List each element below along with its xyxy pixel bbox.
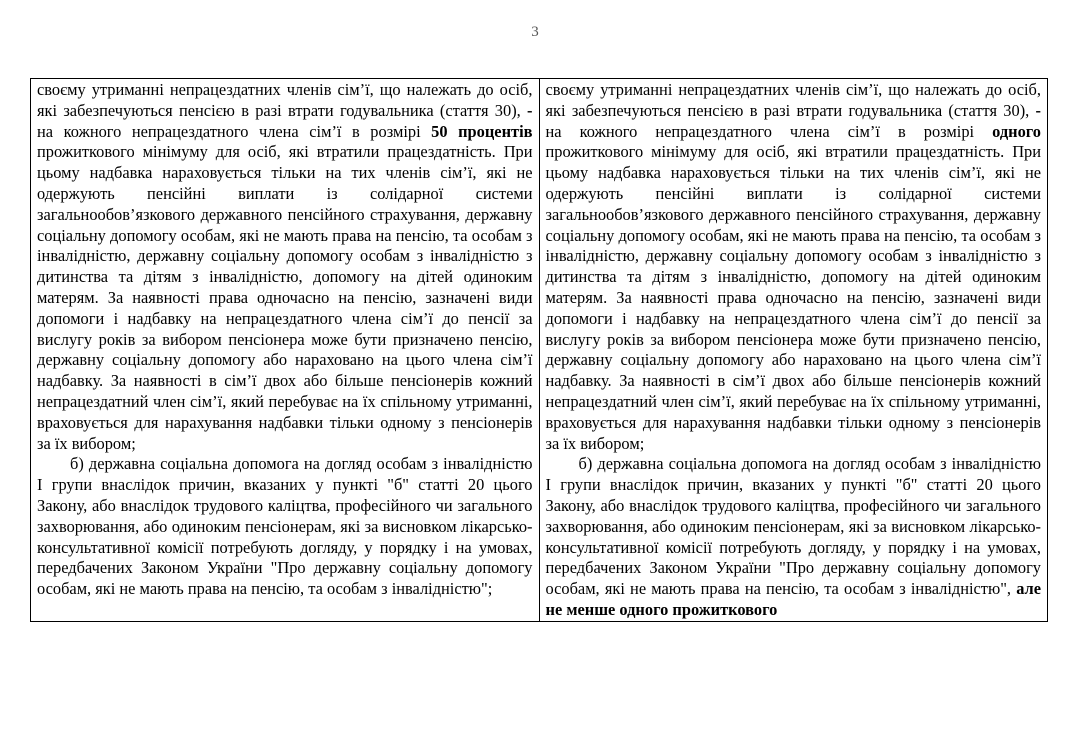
left-p1-bold: 50 процентів [431, 121, 533, 141]
right-p1-bold: одного [992, 121, 1041, 141]
left-p1-text-b: на кожного непрацездатного члена сім’ї в розмірі [37, 121, 432, 141]
comparison-table [30, 78, 1048, 622]
left-paragraph-2: б) державна соціальна допомога на догляд особам з інвалідністю І групи внаслідок причин, вказаних у пункті "б" статті 20 цього Закону, або внаслідок трудового каліцтва, професійного чи загального захворювання, або одиноким пенсіонерам, які за висновком лікарсько-консультативної комісії потребують догляду, у порядку і на умовах, передбачених Законом України "Про державну соціальну допомогу особам, які не мають права на пенсію, та особам з інвалідністю"; [37, 454, 533, 599]
right-paragraph-1 [546, 80, 1042, 454]
right-p1-text-c: прожиткового мінімуму для осіб, які втратили працездатність. При цьому надбавка нараховується тільки на тих членів сім’ї, які не одержують пенсійні виплати із солідарної системи загальнообов’язкового державного пенсійного страхування, державну соціальну допомогу особам, які не мають права на пенсію, та особам з інвалідністю, державну соціальну допомогу особам з інвалідністю з дитинства та дітям з інвалідністю, допомогу на дітей одиноким матерям. За наявності права одночасно на пенсію, зазначені види допомоги і надбавку на непрацездатного члена сім’ї до пенсії за вислугу років за вибором пенсіонера може бути призначено пенсію, державну соціальну допомогу або нараховано на цього члена сім’ї надбавку. За наявності в сім’ї двох або більше пенсіонерів кожний непрацездатний член сім’ї, який перебуває на їх спільному утриманні, враховується для нарахування надбавки тільки одному з пенсіонерів за їх вибором; [545, 142, 1041, 453]
left-p1-text-a: своєму утриманні непрацездатних членів сім’ї, що належать до осіб, які забезпечуються пенсією в разі втрати годувальника (стаття 30), [37, 80, 533, 120]
left-p1-dash: - [527, 100, 533, 120]
right-column-cell [539, 79, 1048, 622]
right-paragraph-2 [546, 454, 1042, 620]
right-column-text [546, 80, 1042, 621]
left-column-text [37, 80, 533, 600]
left-column-cell [31, 79, 540, 622]
right-p1-text-b: на кожного непрацездатного члена сім’ї в розмірі [545, 121, 993, 141]
right-p2-bold: але не менше одного прожиткового [545, 579, 1041, 619]
right-p1-dash: - [1035, 100, 1041, 120]
table-row [31, 79, 1048, 622]
page-number: 3 [531, 24, 539, 40]
left-paragraph-1 [37, 80, 533, 454]
right-p1-text-a: своєму утриманні непрацездатних членів сім’ї, що належать до осіб, які забезпечуються пенсією в разі втрати годувальника (стаття 30), [545, 80, 1041, 120]
left-p1-text-c: прожиткового мінімуму для осіб, які втратили працездатність. При цьому надбавка нараховується тільки на тих членів сім’ї, які не одержують пенсійні виплати із солідарної системи загальнообов’язкового державного пенсійного страхування, державну соціальну допомогу особам, які не мають права на пенсію, та особам з інвалідністю, державну соціальну допомогу особам з інвалідністю з дитинства та дітям з інвалідністю, допомогу на дітей одиноким матерям. За наявності права одночасно на пенсію, зазначені види допомоги і надбавку на непрацездатного члена сім’ї до пенсії за вислугу років за вибором пенсіонера може бути призначено пенсію, державну соціальну допомогу або нараховано на цього члена сім’ї надбавку. За наявності в сім’ї двох або більше пенсіонерів кожний непрацездатний член сім’ї, який перебуває на їх спільному утриманні, враховується для нарахування надбавки тільки одному з пенсіонерів за їх вибором; [37, 142, 533, 453]
right-p2-text: б) державна соціальна допомога на догляд особам з інвалідністю І групи внаслідок причин, вказаних у пункті "б" статті 20 цього Закону, або внаслідок трудового каліцтва, професійного чи загального захворювання, або одиноким пенсіонерам, які за висновком лікарсько-консультативної комісії потребують догляду, у порядку і на умовах, передбачених Законом України "Про державну соціальну допомогу особам, які не мають права на пенсію, та особам з інвалідністю", [545, 454, 1041, 599]
